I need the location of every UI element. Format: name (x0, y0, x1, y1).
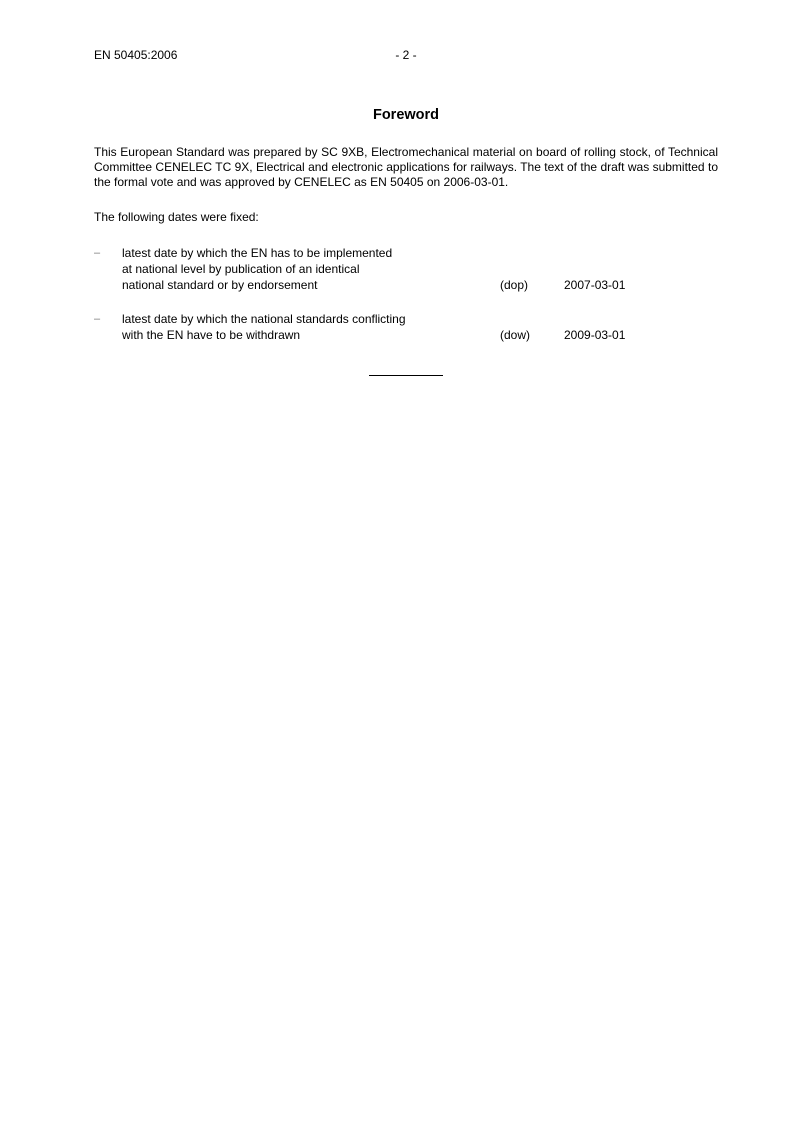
date-item-description (122, 245, 482, 293)
date-abbreviation: (dow) (500, 328, 531, 342)
date-abbreviation: (dop) (500, 278, 529, 292)
description-line: with the EN have to be withdrawn (122, 328, 301, 342)
description-line: latest date by which the national standards conflicting (122, 312, 406, 326)
date-value: 2009-03-01 (564, 328, 626, 342)
description-line: at national level by publication of an identical (122, 262, 360, 276)
description-line: national standard or by endorsement (122, 278, 318, 292)
date-value: 2007-03-01 (564, 278, 626, 292)
document-id: EN 50405:2006 (94, 48, 178, 62)
page-number: - 2 - (395, 48, 417, 62)
dash-bullet: – (94, 247, 101, 259)
dash-bullet: – (94, 313, 101, 325)
date-item-description (122, 311, 482, 343)
page-title: Foreword (372, 107, 440, 123)
intro-paragraph: This European Standard was prepared by SC 9XB, Electromechanical material on board of rolling stock, of Technical Committee CENELEC TC 9X, Electrical and electronic applications for railways. The text of the draft was submitted to the formal vote and was approved by CENELEC as EN 50405 on 2006-03-01. (94, 145, 718, 189)
section-end-rule (369, 375, 443, 376)
description-line: latest date by which the EN has to be implemented (122, 246, 393, 260)
dates-lead-text: The following dates were fixed: (94, 210, 259, 224)
